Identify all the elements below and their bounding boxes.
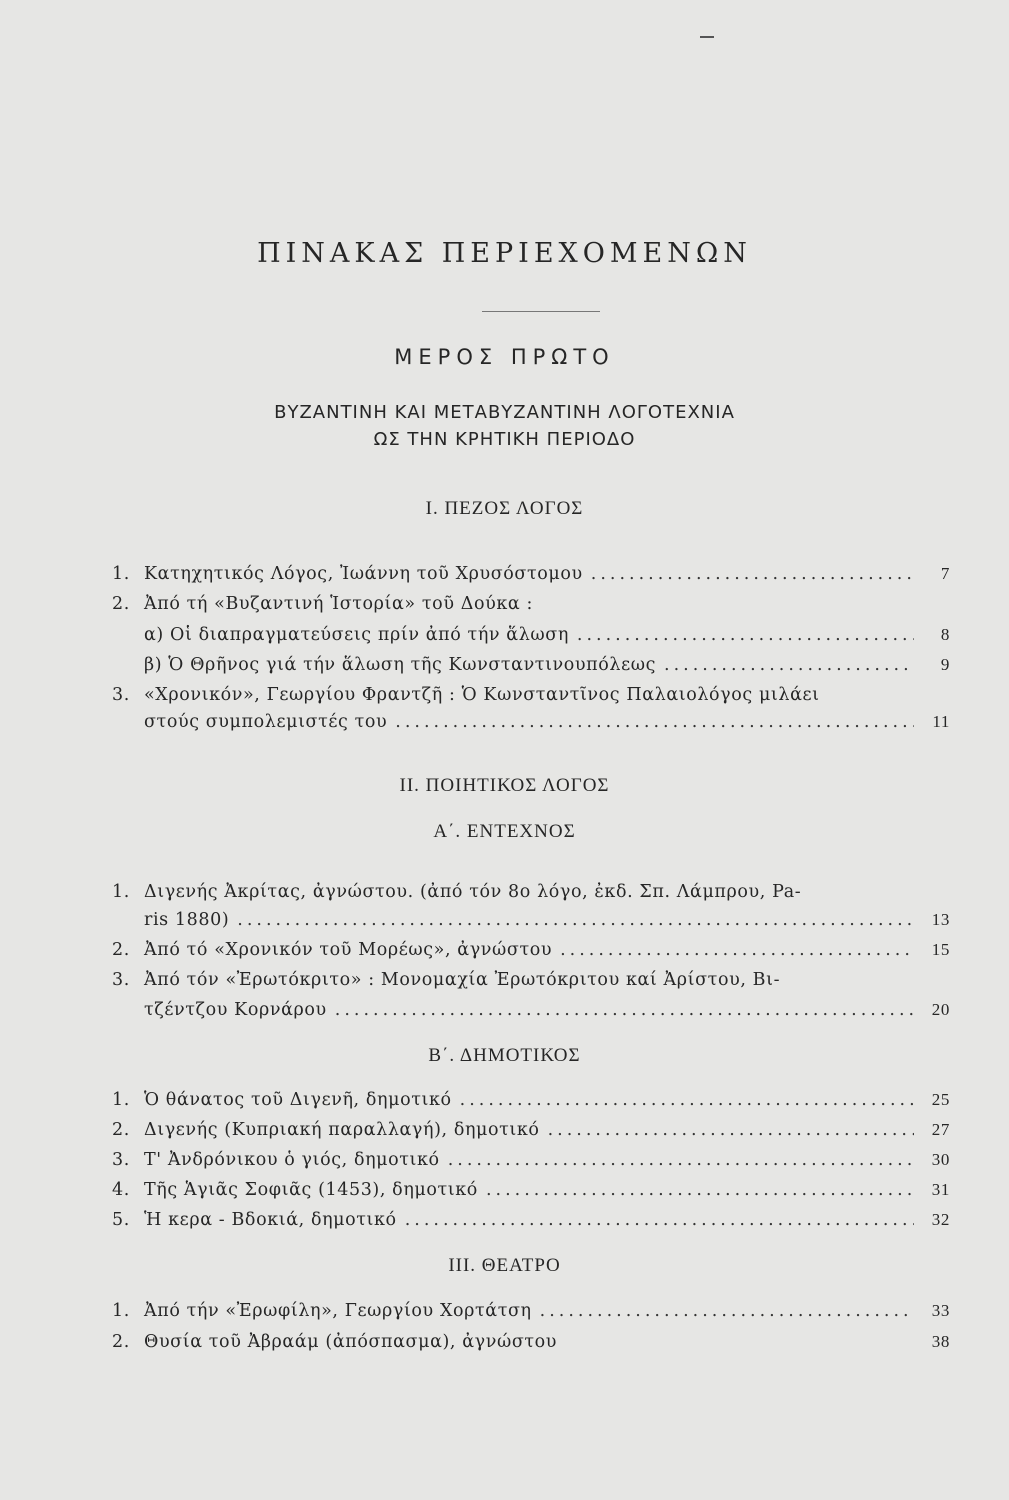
toc-entry[interactable] (112, 1332, 950, 1360)
toc-entry[interactable] (112, 940, 950, 968)
entry-title: Κατηχητικός Λόγος, Ἰωάννη τοῦ Χρυσόστομου (144, 564, 583, 584)
dot-leader (237, 910, 914, 930)
toc-entry[interactable] (112, 1301, 950, 1329)
entry-title: τζέντζου Κορνάρου (144, 1000, 327, 1020)
toc-entry[interactable] (112, 970, 780, 998)
entry-number: 2. (112, 1332, 130, 1352)
dot-leader (405, 1210, 914, 1230)
entry-page: 9 (940, 655, 950, 674)
entry-number: 2. (112, 1120, 130, 1140)
toc-entry[interactable] (112, 1120, 950, 1148)
toc-entry-continuation[interactable] (144, 1000, 950, 1028)
entry-number: 4. (112, 1180, 130, 1200)
entry-title: β) Ὁ Θρῆνος γιά τήν ἅλωση τῆς Κωνσταντινουπόλεως (144, 655, 657, 675)
entry-number: 3. (112, 1150, 130, 1170)
entry-page: 15 (931, 940, 950, 959)
entry-number: 1. (112, 1090, 130, 1110)
dot-leader (664, 655, 914, 675)
entry-page: 7 (940, 564, 950, 583)
entry-page: 13 (931, 910, 950, 929)
entry-page: 38 (931, 1332, 950, 1351)
entry-page: 8 (940, 625, 950, 644)
dot-leader (591, 564, 914, 584)
entry-title: στούς συμπολεμιστές του (144, 712, 388, 732)
entry-title: ris 1880) (144, 910, 230, 930)
entry-title: Τῆς Ἁγιᾶς Σοφιᾶς (1453), δημοτικό (144, 1180, 478, 1200)
toc-subentry[interactable] (144, 655, 950, 683)
dot-leader (577, 625, 914, 645)
dot-leader (548, 1120, 914, 1140)
entry-title: Ἀπό τή «Βυζαντινή Ἱστορία» τοῦ Δούκα : (144, 594, 533, 614)
part-title: ΜΕΡΟΣ ΠΡΩΤΟ (394, 345, 615, 369)
toc-entry[interactable] (112, 882, 801, 910)
toc-entry-continuation[interactable] (144, 910, 950, 938)
page-title: ΠΙΝΑΚΑΣ ΠΕΡΙΕΧΟΜΕΝΩΝ (257, 238, 752, 269)
toc-entry[interactable] (112, 594, 533, 622)
entry-title: Ἀπό τό «Χρονικόν τοῦ Μορέως», ἀγνώστου (144, 940, 553, 960)
entry-title: «Χρονικόν», Γεωργίου Φραντζῆ : Ὁ Κωνσταντῖνος Παλαιολόγος μιλάει (144, 685, 820, 705)
entry-title: Θυσία τοῦ Ἀβραάμ (ἀπόσπασμα), ἀγνώστου (144, 1332, 558, 1352)
entry-page: 20 (931, 1000, 950, 1019)
dot-leader (335, 1000, 914, 1020)
toc-entry-continuation[interactable] (144, 712, 950, 740)
entry-title: Ἀπό τόν «Ἐρωτόκριτο» : Μονομαχία Ἐρωτόκριτου καί Ἀρίστου, Βι- (144, 970, 781, 990)
dot-leader (460, 1090, 914, 1110)
entry-page: 25 (931, 1090, 950, 1109)
dot-leader (560, 940, 914, 960)
entry-title: Ἀπό τήν «Ἐρωφίλη», Γεωργίου Χορτάτση (144, 1301, 532, 1321)
entry-number: 3. (112, 685, 130, 705)
entry-page: 30 (931, 1150, 950, 1169)
entry-title: Ὁ θάνατος τοῦ Διγενῆ, δημοτικό (144, 1090, 452, 1110)
entry-number: 1. (112, 882, 130, 902)
toc-entry[interactable] (112, 685, 820, 713)
entry-title: Διγενής Ἀκρίτας, ἀγνώστου. (ἀπό τόν 8ο λόγο, ἐκδ. Σπ. Λάμπρου, Pa- (144, 882, 802, 902)
section-heading-theatre: ΙΙΙ. ΘΕΑΤΡΟ (448, 1255, 561, 1276)
page-mark (700, 36, 714, 38)
toc-entry[interactable] (112, 1090, 950, 1118)
entry-page: 33 (931, 1301, 950, 1320)
section-heading-poetry: ΙΙ. ΠΟΙΗΤΙΚΟΣ ΛΟΓΟΣ (399, 775, 610, 796)
entry-title: Τ' Ἀνδρόνικου ὁ γιός, δημοτικό (144, 1150, 440, 1170)
section-heading-prose: Ι. ΠΕΖΟΣ ΛΟΓΟΣ (425, 498, 584, 519)
entry-page: 31 (931, 1180, 950, 1199)
entry-number: 2. (112, 940, 130, 960)
toc-entry[interactable] (112, 1210, 950, 1238)
subsection-heading-literary: Α΄. ΕΝΤΕΧΝΟΣ (433, 821, 576, 842)
title-underline (482, 311, 600, 312)
entry-number: 1. (112, 1301, 130, 1321)
subsection-heading-folk: Β΄. ΔΗΜΟΤΙΚΟΣ (428, 1045, 581, 1066)
entry-page: 32 (931, 1210, 950, 1229)
entry-title: Διγενής (Κυπριακή παραλλαγή), δημοτικό (144, 1120, 540, 1140)
dot-leader (486, 1180, 914, 1200)
entry-number: 2. (112, 594, 130, 614)
part-subtitle-line1: ΒΥΖΑΝΤΙΝΗ ΚΑΙ ΜΕΤΑΒΥΖΑΝΤΙΝΗ ΛΟΓΟΤΕΧΝΙΑ (274, 402, 735, 423)
entry-number: 3. (112, 970, 130, 990)
entry-title: α) Οἱ διαπραγματεύσεις πρίν ἀπό τήν ἅλωση (144, 625, 569, 645)
dot-leader (540, 1301, 914, 1321)
part-subtitle-line2: ΩΣ ΤΗΝ ΚΡΗΤΙΚΗ ΠΕΡΙΟΔΟ (373, 429, 636, 450)
entry-page: 27 (931, 1120, 950, 1139)
entry-number: 5. (112, 1210, 130, 1230)
toc-entry[interactable] (112, 564, 950, 592)
entry-page: 11 (932, 712, 950, 731)
entry-number: 1. (112, 564, 130, 584)
dot-leader (448, 1150, 914, 1170)
dot-leader (395, 712, 914, 732)
toc-subentry[interactable] (144, 625, 950, 653)
toc-entry[interactable] (112, 1180, 950, 1208)
toc-entry[interactable] (112, 1150, 950, 1178)
entry-title: Ἡ κερα - Βδοκιά, δημοτικό (144, 1210, 397, 1230)
